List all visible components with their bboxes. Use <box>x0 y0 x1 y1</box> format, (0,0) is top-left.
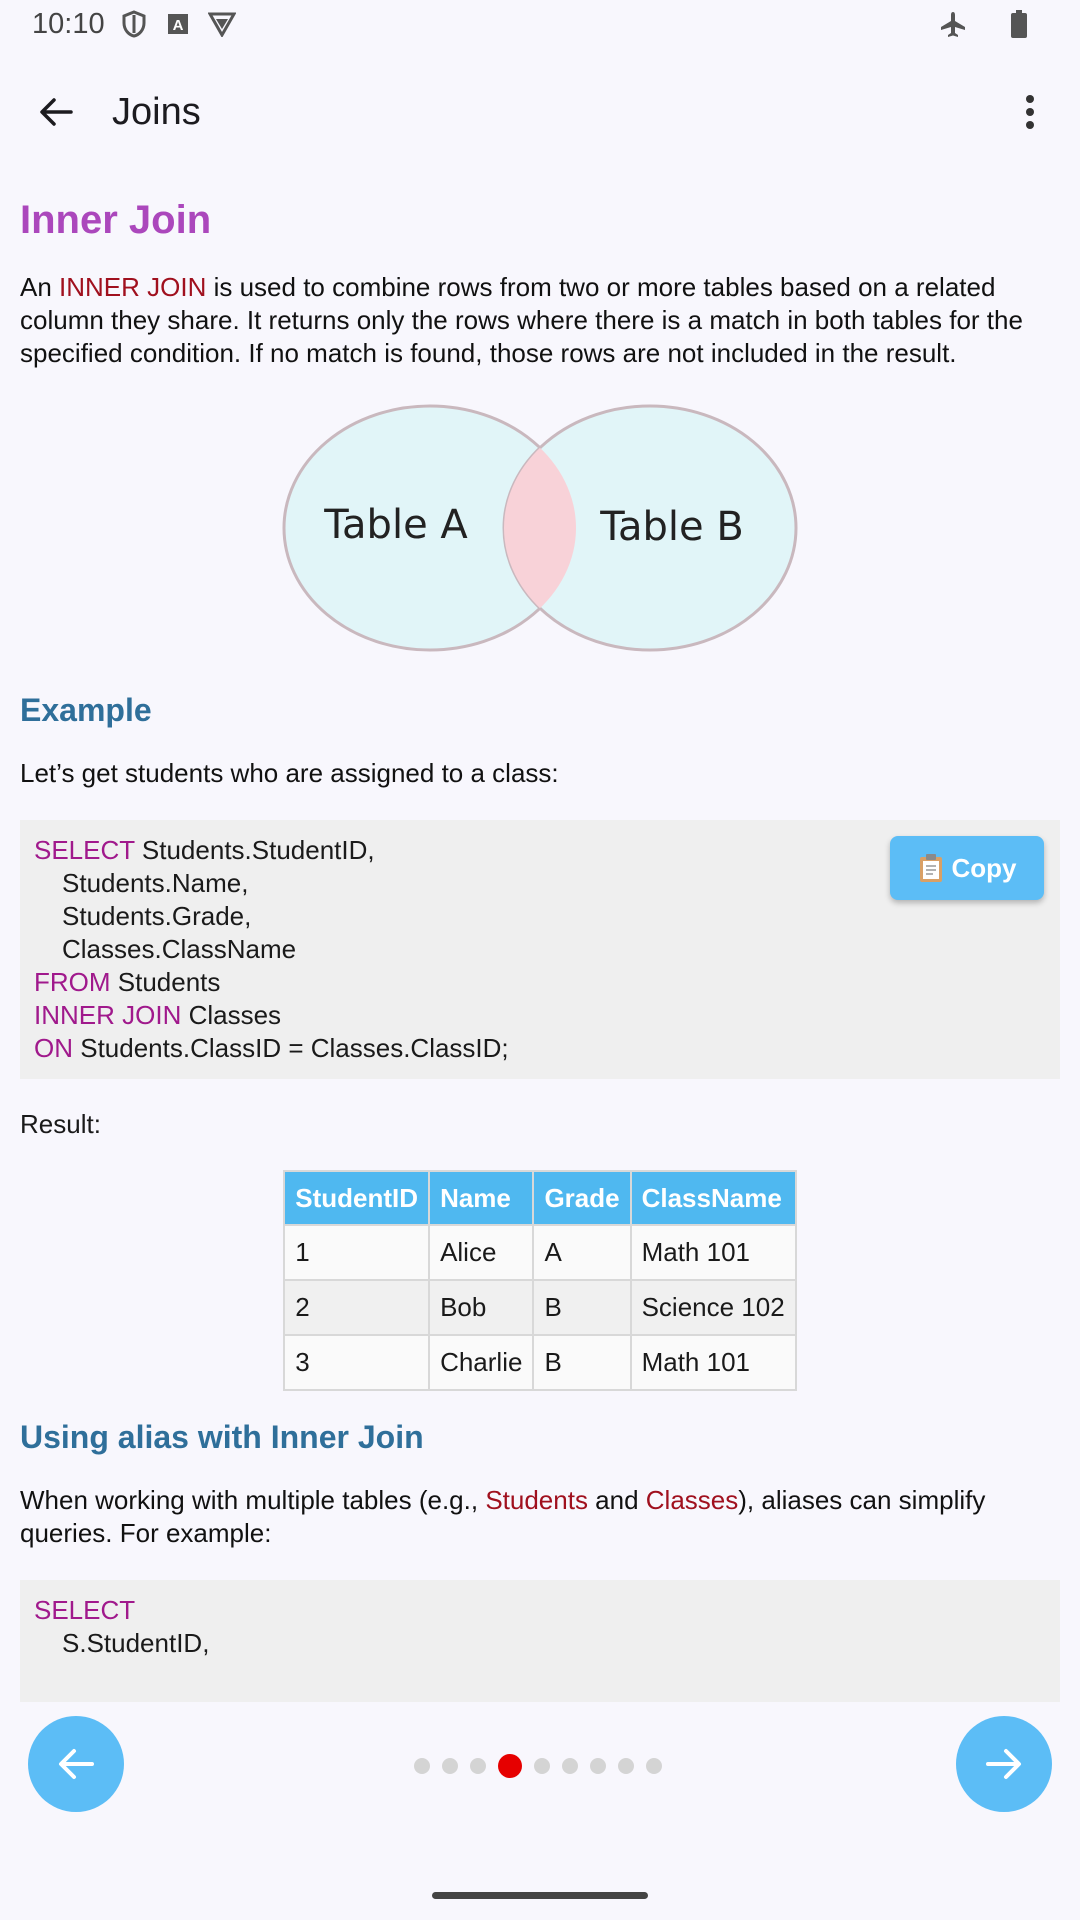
alias-rest: ), aliases can simplify queries. For example: <box>20 1485 986 1548</box>
table-cell: Alice <box>429 1225 533 1280</box>
page-dot <box>442 1758 458 1774</box>
example-text: Let’s get students who are assigned to a class: <box>20 758 559 788</box>
back-button[interactable] <box>26 82 86 142</box>
example-heading: Example <box>20 692 152 728</box>
result-label: Result: <box>20 1109 101 1139</box>
status-time: 10:10 <box>32 7 105 40</box>
code-text: Students.StudentID, <box>134 835 375 865</box>
svg-text:A: A <box>172 17 183 34</box>
page-dot <box>618 1758 634 1774</box>
table-cell: 2 <box>284 1280 429 1335</box>
code-line <box>34 1032 1046 1065</box>
shield-icon <box>119 9 149 39</box>
alias-keyword-students: Students <box>485 1485 588 1515</box>
battery-icon <box>1004 9 1034 39</box>
table-header: ClassName <box>631 1171 796 1225</box>
page-dot <box>534 1758 550 1774</box>
table-cell: 1 <box>284 1225 429 1280</box>
next-page-button[interactable] <box>956 1716 1052 1812</box>
page-dot <box>590 1758 606 1774</box>
table-row <box>284 1280 795 1335</box>
intro-paragraph <box>20 271 1060 370</box>
arrow-right-icon <box>984 1746 1024 1782</box>
page-title: Inner Join <box>20 198 212 242</box>
code-line <box>34 966 1046 999</box>
code-block-alias <box>20 1580 1060 1702</box>
more-vert-icon <box>1025 95 1035 129</box>
code-line: Students.Grade, <box>62 901 252 931</box>
table-cell: Bob <box>429 1280 533 1335</box>
code-line: Students.Name, <box>62 868 249 898</box>
previous-page-button[interactable] <box>28 1716 124 1812</box>
table-cell: Charlie <box>429 1335 533 1390</box>
alias-keyword-classes: Classes <box>645 1485 739 1515</box>
alias-mid: and <box>587 1485 646 1515</box>
code-line <box>34 999 1046 1032</box>
table-cell: 3 <box>284 1335 429 1390</box>
lesson-content[interactable] <box>20 190 1060 1702</box>
code-keyword: SELECT <box>34 1595 136 1625</box>
code-block-inner-join <box>20 820 1060 1079</box>
table-header-row <box>284 1171 795 1225</box>
code-keyword: SELECT <box>34 835 135 865</box>
copy-button[interactable] <box>890 836 1044 900</box>
table-header: Name <box>429 1171 533 1225</box>
alias-prefix: When working with multiple tables (e.g., <box>20 1485 486 1515</box>
table-header: Grade <box>533 1171 630 1225</box>
a-badge-icon <box>163 9 193 39</box>
table-cell: Science 102 <box>631 1280 796 1335</box>
app-bar-title: Joins <box>112 90 201 133</box>
status-bar <box>0 0 1080 48</box>
copy-label: Copy <box>951 852 1017 883</box>
code-line <box>34 1594 1046 1627</box>
alias-heading: Using alias with Inner Join <box>20 1419 424 1455</box>
page-dot <box>414 1758 430 1774</box>
code-line: Classes.ClassName <box>62 934 297 964</box>
venn-diagram <box>280 404 800 654</box>
code-keyword: ON <box>34 1033 73 1063</box>
code-text: Students <box>110 967 221 997</box>
app-bar <box>0 68 1080 156</box>
code-text: Classes <box>181 1000 282 1030</box>
code-keyword: INNER JOIN <box>34 1000 182 1030</box>
code-keyword: FROM <box>34 967 111 997</box>
venn-left-label: Table A <box>324 502 468 548</box>
intro-rest: is used to combine rows from two or more tables based on a related column they share. It returns only the rows where there is a match in both tables for the specified condition. If no match is found, those rows are not included in the result. <box>20 272 1023 368</box>
gesture-home-bar[interactable] <box>432 1892 648 1899</box>
table-cell: Math 101 <box>631 1225 796 1280</box>
table-cell: Math 101 <box>631 1335 796 1390</box>
page-dot-active <box>498 1754 522 1778</box>
code-line: S.StudentID, <box>62 1628 210 1658</box>
table-cell: A <box>533 1225 630 1280</box>
more-options-button[interactable] <box>1000 82 1060 142</box>
table-row <box>284 1225 795 1280</box>
page-indicator <box>414 1754 662 1778</box>
vpn-icon <box>207 9 237 39</box>
result-table <box>283 1170 796 1391</box>
table-cell: B <box>533 1280 630 1335</box>
clipboard-icon <box>918 853 944 883</box>
venn-right-label: Table B <box>600 504 744 550</box>
airplane-icon <box>938 9 968 39</box>
table-header: StudentID <box>284 1171 429 1225</box>
alias-paragraph <box>20 1484 1060 1550</box>
page-dot <box>562 1758 578 1774</box>
table-row <box>284 1335 795 1390</box>
intro-keyword: INNER JOIN <box>59 272 207 302</box>
page-dot <box>646 1758 662 1774</box>
intro-prefix: An <box>20 272 60 302</box>
page-dot <box>470 1758 486 1774</box>
table-cell: B <box>533 1335 630 1390</box>
arrow-left-icon <box>56 1746 96 1782</box>
arrow-back-icon <box>38 94 74 130</box>
code-text: Students.ClassID = Classes.ClassID; <box>73 1033 509 1063</box>
